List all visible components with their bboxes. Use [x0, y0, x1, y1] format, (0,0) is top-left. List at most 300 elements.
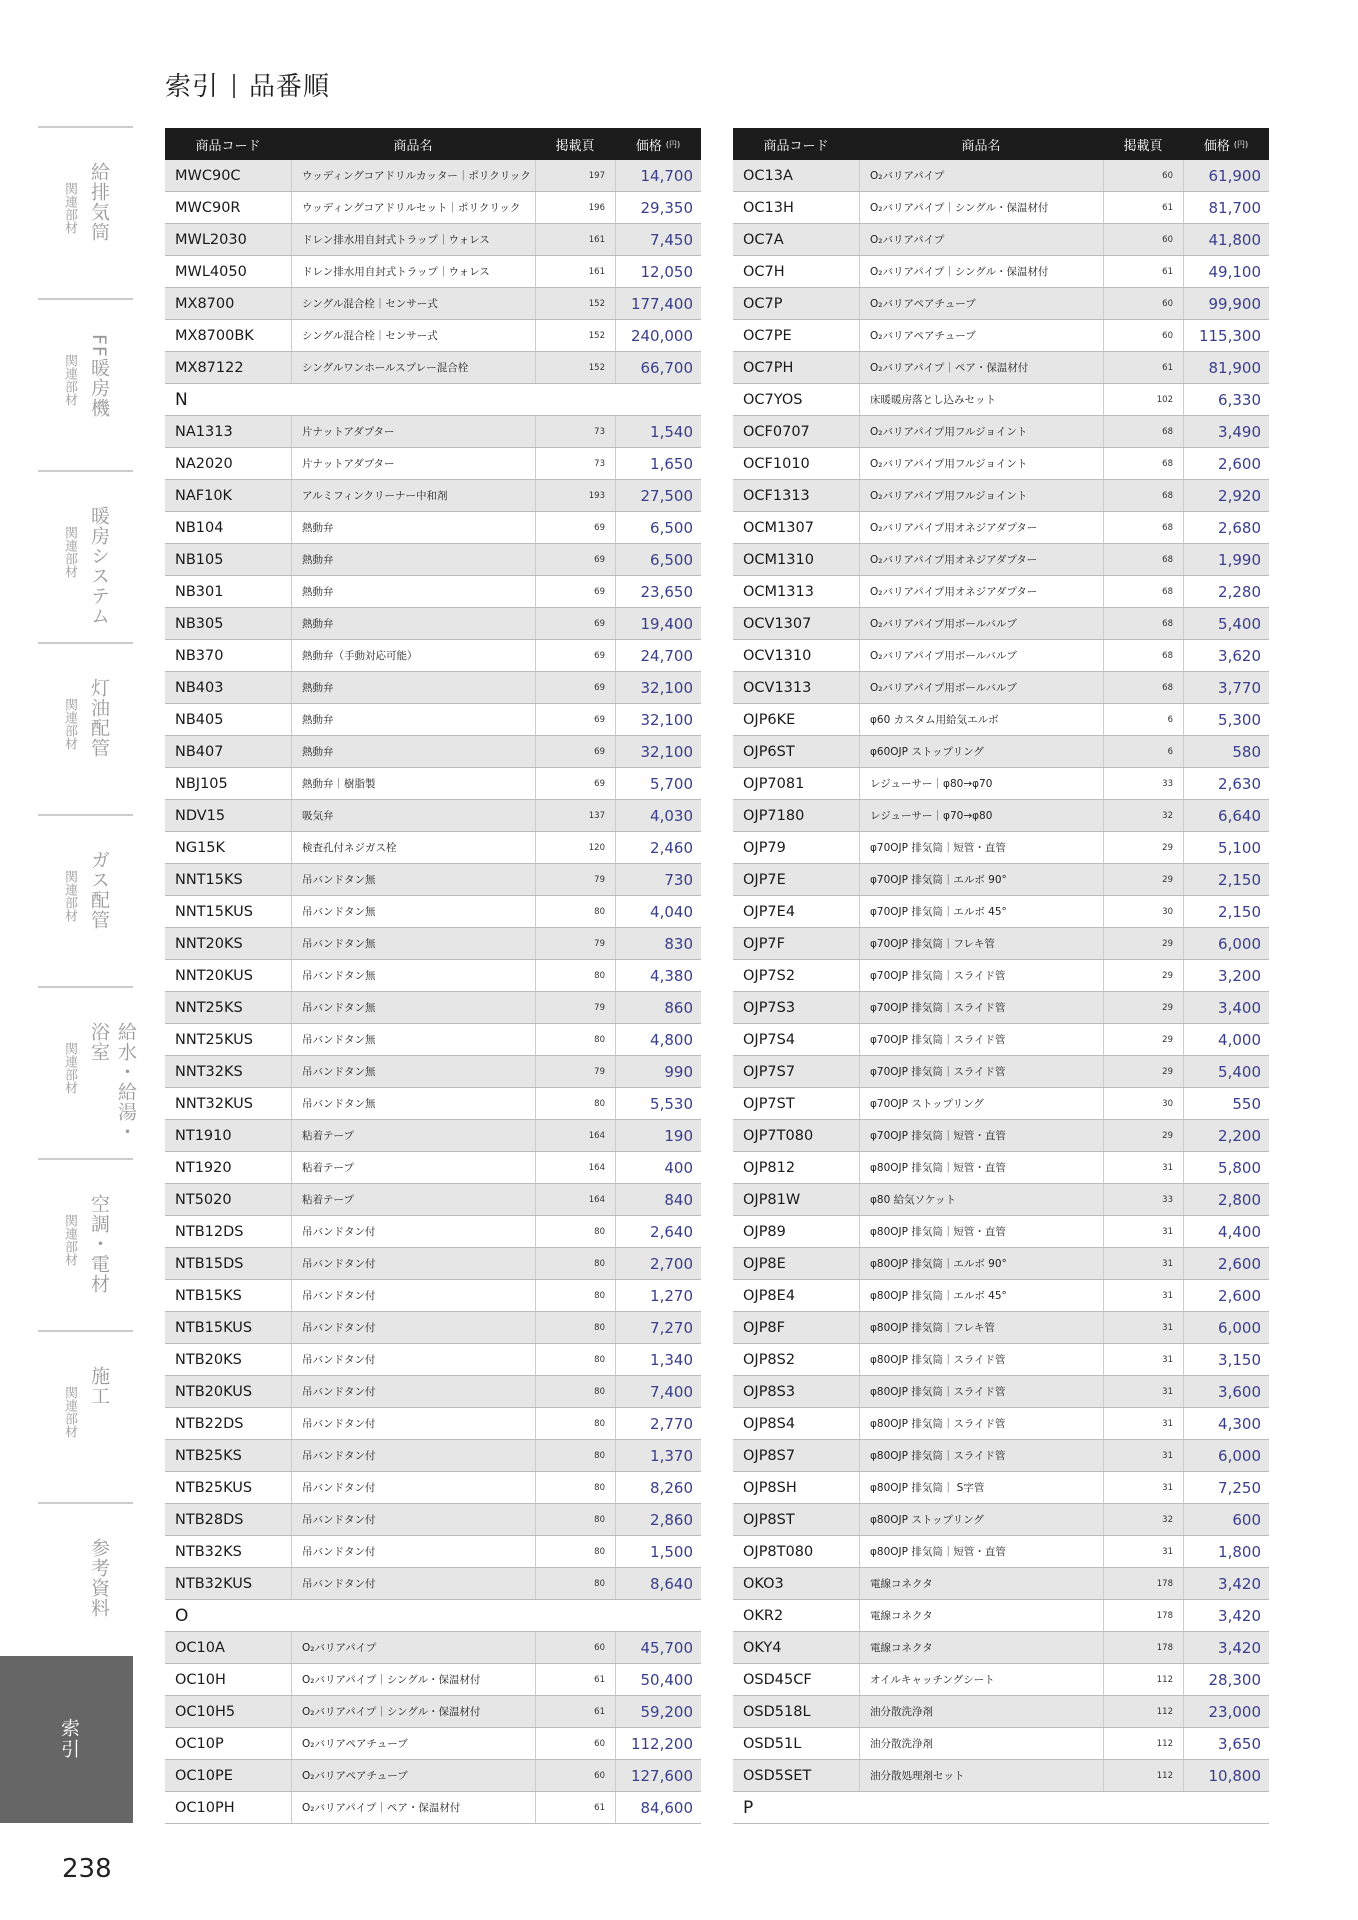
page-ref: 80 — [535, 1504, 615, 1535]
price: 860 — [615, 992, 701, 1023]
price: 2,150 — [1183, 864, 1269, 895]
price: 2,280 — [1183, 576, 1269, 607]
sidebar-item-aircon-electric[interactable] — [38, 1158, 133, 1330]
price: 2,600 — [1183, 448, 1269, 479]
page-ref: 152 — [535, 288, 615, 319]
price: 59,200 — [615, 1696, 701, 1727]
product-code: OSD45CF — [743, 1671, 812, 1688]
sidebar-item-label: ガス配管 — [88, 850, 110, 930]
price: 2,640 — [615, 1216, 701, 1247]
table-row — [165, 640, 701, 672]
page-ref: 61 — [1103, 352, 1183, 383]
price: 2,680 — [1183, 512, 1269, 543]
product-code: OJP8SH — [743, 1479, 797, 1496]
index-table-left — [165, 128, 701, 1824]
product-name: 吊バンドタン無 — [291, 960, 535, 991]
product-name: φ80OJP 排気筒｜短管・直管 — [859, 1216, 1103, 1247]
table-row — [165, 960, 701, 992]
table-row — [733, 608, 1269, 640]
sidebar-item-ff-heater[interactable] — [38, 298, 133, 470]
price: 5,700 — [615, 768, 701, 799]
table-row — [165, 928, 701, 960]
product-code: NDV15 — [175, 807, 226, 824]
table-row — [165, 1120, 701, 1152]
page-ref: 112 — [1103, 1696, 1183, 1727]
price: 29,350 — [615, 192, 701, 223]
table-row — [733, 1728, 1269, 1760]
price: 240,000 — [615, 320, 701, 351]
table-row — [733, 384, 1269, 416]
product-code: OJP81W — [743, 1191, 801, 1208]
page-ref: 161 — [535, 256, 615, 287]
product-code: NNT20KUS — [175, 967, 253, 984]
product-code: OJP8E4 — [743, 1287, 796, 1304]
price: 32,100 — [615, 704, 701, 735]
price: 1,800 — [1183, 1536, 1269, 1567]
product-name: φ70OJP 排気筒｜スライド管 — [859, 1056, 1103, 1087]
page-ref: 120 — [535, 832, 615, 863]
page-ref: 164 — [535, 1152, 615, 1183]
table-row — [165, 448, 701, 480]
product-name: O₂バリアパイプ｜シングル・保温材付 — [859, 192, 1103, 223]
product-code: NTB25KS — [175, 1447, 242, 1464]
page-ref: 152 — [535, 320, 615, 351]
product-name: 吊バンドタン付 — [291, 1568, 535, 1599]
page-ref: 80 — [535, 1536, 615, 1567]
page-ref: 68 — [1103, 512, 1183, 543]
product-name: φ60 カスタム用給気エルボ — [859, 704, 1103, 735]
page-ref: 32 — [1103, 1504, 1183, 1535]
price: 5,100 — [1183, 832, 1269, 863]
table-row — [733, 1184, 1269, 1216]
product-name: O₂バリアペアチューブ — [859, 288, 1103, 319]
table-row — [165, 800, 701, 832]
product-name: 吊バンドタン無 — [291, 1088, 535, 1119]
price: 3,600 — [1183, 1376, 1269, 1407]
sidebar-item-water-bath[interactable] — [38, 986, 137, 1158]
table-row — [733, 480, 1269, 512]
product-name: 吊バンドタン無 — [291, 864, 535, 895]
section-letter-row — [733, 1792, 1269, 1824]
product-code: OC10PH — [175, 1799, 235, 1816]
page-ref: 60 — [1103, 160, 1183, 191]
product-code: NA1313 — [175, 423, 233, 440]
product-code: OC10H — [175, 1671, 226, 1688]
product-code: OJP8E — [743, 1255, 786, 1272]
product-code: NTB15KS — [175, 1287, 242, 1304]
product-name: O₂バリアパイプ用ボールバルブ — [859, 608, 1103, 639]
product-code: OC10PE — [175, 1767, 233, 1784]
header-name: 商品名 — [961, 138, 1001, 154]
price: 177,400 — [615, 288, 701, 319]
product-code: NBJ105 — [175, 775, 228, 792]
page-ref: 60 — [535, 1760, 615, 1791]
product-code: OC10A — [175, 1639, 225, 1656]
product-code: NTB22DS — [175, 1415, 244, 1432]
sidebar-item-sublabel: 関連部材 — [62, 182, 77, 234]
product-code: OCM1313 — [743, 583, 814, 600]
header-code: 商品コード — [195, 138, 261, 154]
product-name: 吊バンドタン無 — [291, 992, 535, 1023]
sidebar-item-gas-piping[interactable] — [38, 814, 133, 986]
sidebar-item-oil-piping[interactable] — [38, 642, 133, 814]
price: 12,050 — [615, 256, 701, 287]
page-ref: 79 — [535, 992, 615, 1023]
page-ref: 69 — [535, 512, 615, 543]
page-ref: 69 — [535, 704, 615, 735]
product-name: 吊バンドタン付 — [291, 1440, 535, 1471]
table-row — [165, 832, 701, 864]
product-code: NT1920 — [175, 1159, 232, 1176]
price: 24,700 — [615, 640, 701, 671]
product-name: φ70OJP ストップリング — [859, 1088, 1103, 1119]
product-code: OJP7E — [743, 871, 786, 888]
table-row — [733, 1280, 1269, 1312]
price: 3,420 — [1183, 1568, 1269, 1599]
sidebar — [38, 126, 137, 1674]
product-name: 熱動弁 — [291, 672, 535, 703]
sidebar-item-sublabel: 関連部材 — [62, 1042, 77, 1094]
product-code: OJP8S2 — [743, 1351, 796, 1368]
product-name: φ70OJP 排気筒｜スライド管 — [859, 960, 1103, 991]
product-code: OJP8S3 — [743, 1383, 796, 1400]
page-ref: 152 — [535, 352, 615, 383]
page-ref: 29 — [1103, 864, 1183, 895]
price: 84,600 — [615, 1792, 701, 1823]
table-row — [733, 1344, 1269, 1376]
product-code: OJP7F — [743, 935, 785, 952]
page-ref: 80 — [535, 960, 615, 991]
sidebar-item-sublabel: 関連部材 — [62, 1214, 77, 1266]
page-ref: 137 — [535, 800, 615, 831]
product-name: アルミフィンクリーナー中和剤 — [291, 480, 535, 511]
page-ref: 112 — [1103, 1664, 1183, 1695]
table-row — [165, 704, 701, 736]
product-name: φ80OJP 排気筒｜スライド管 — [859, 1344, 1103, 1375]
product-name: φ70OJP 排気筒｜スライド管 — [859, 1024, 1103, 1055]
price: 81,900 — [1183, 352, 1269, 383]
price: 840 — [615, 1184, 701, 1215]
table-row — [733, 1760, 1269, 1792]
price: 3,770 — [1183, 672, 1269, 703]
title-main: 索引 — [165, 72, 220, 102]
price: 2,460 — [615, 832, 701, 863]
page-ref: 80 — [535, 1248, 615, 1279]
product-name: 吊バンドタン無 — [291, 896, 535, 927]
table-row — [165, 256, 701, 288]
table-row — [733, 1152, 1269, 1184]
product-name: O₂バリアペアチューブ — [291, 1760, 535, 1791]
price: 81,700 — [1183, 192, 1269, 223]
price: 4,380 — [615, 960, 701, 991]
table-row — [733, 640, 1269, 672]
price: 400 — [615, 1152, 701, 1183]
table-row — [733, 352, 1269, 384]
product-code: OKR2 — [743, 1607, 784, 1624]
product-code: NNT25KUS — [175, 1031, 253, 1048]
product-name: φ80OJP 排気筒｜スライド管 — [859, 1408, 1103, 1439]
product-name: 床暖暖房落とし込みセット — [859, 384, 1103, 415]
product-name: O₂バリアパイプ — [859, 160, 1103, 191]
page-ref: 69 — [535, 768, 615, 799]
product-name: O₂バリアパイプ用オネジアダプター — [859, 576, 1103, 607]
page-ref: 33 — [1103, 1184, 1183, 1215]
product-name: ウッディングコアドリルセット｜ポリクリック — [291, 192, 535, 223]
page-title — [165, 66, 330, 103]
page-ref: 32 — [1103, 800, 1183, 831]
product-name: 吊バンドタン無 — [291, 928, 535, 959]
product-code: OKY4 — [743, 1639, 782, 1656]
price: 23,650 — [615, 576, 701, 607]
product-name: 吊バンドタン付 — [291, 1408, 535, 1439]
page-number: 238 — [62, 1854, 112, 1884]
price: 6,500 — [615, 512, 701, 543]
table-row — [733, 864, 1269, 896]
sidebar-item-label: FF暖房機 — [88, 334, 110, 418]
table-row — [733, 1664, 1269, 1696]
section-letter-row — [165, 1600, 701, 1632]
product-name: 片ナットアダプター — [291, 448, 535, 479]
table-row — [733, 1312, 1269, 1344]
product-name: O₂バリアパイプ｜ペア・保温材付 — [859, 352, 1103, 383]
header-price — [1183, 128, 1269, 160]
table-row — [165, 1408, 701, 1440]
price: 6,000 — [1183, 928, 1269, 959]
product-code: NB403 — [175, 679, 224, 696]
product-name: レジューサー｜φ70→φ80 — [859, 800, 1103, 831]
sidebar-item-sublabel: 関連部材 — [62, 1386, 77, 1438]
table-row — [733, 800, 1269, 832]
table-row — [733, 672, 1269, 704]
price: 8,260 — [615, 1472, 701, 1503]
page-ref: 80 — [535, 1312, 615, 1343]
price: 6,000 — [1183, 1440, 1269, 1471]
product-name: 粘着テープ — [291, 1152, 535, 1183]
product-name: 熱動弁｜樹脂製 — [291, 768, 535, 799]
table-row — [165, 736, 701, 768]
table-row — [733, 768, 1269, 800]
page-ref: 61 — [1103, 192, 1183, 223]
table-row — [165, 1568, 701, 1600]
product-code: NNT32KS — [175, 1063, 243, 1080]
header-price-label: 価格 — [1203, 138, 1230, 154]
table-row — [733, 1472, 1269, 1504]
product-code: OCV1313 — [743, 679, 812, 696]
product-name: 粘着テープ — [291, 1120, 535, 1151]
product-name: 熱動弁 — [291, 512, 535, 543]
price: 1,990 — [1183, 544, 1269, 575]
section-letter-row — [165, 384, 701, 416]
table-row — [165, 288, 701, 320]
product-code: MWC90C — [175, 167, 241, 184]
section-letter: P — [743, 1797, 754, 1818]
product-code: NB305 — [175, 615, 224, 632]
table-row — [733, 1120, 1269, 1152]
price: 5,400 — [1183, 1056, 1269, 1087]
product-name: φ80OJP 排気筒｜スライド管 — [859, 1440, 1103, 1471]
product-name: 吊バンドタン付 — [291, 1536, 535, 1567]
product-code: MX8700BK — [175, 327, 254, 344]
price: 3,620 — [1183, 640, 1269, 671]
page-ref: 61 — [535, 1696, 615, 1727]
product-code: OKO3 — [743, 1575, 784, 1592]
sidebar-item-heating-system[interactable] — [38, 470, 133, 642]
product-code: OCV1310 — [743, 647, 812, 664]
header-page: 掲載頁 — [1123, 138, 1163, 154]
price: 2,920 — [1183, 480, 1269, 511]
price: 4,800 — [615, 1024, 701, 1055]
page-ref: 178 — [1103, 1600, 1183, 1631]
product-name: 油分散処理剤セット — [859, 1760, 1103, 1791]
table-row — [165, 864, 701, 896]
section-letter: O — [175, 1605, 189, 1626]
sidebar-item-construction[interactable] — [38, 1330, 133, 1502]
product-name: φ80OJP 排気筒｜ S字管 — [859, 1472, 1103, 1503]
product-code: OJP7S3 — [743, 999, 796, 1016]
product-code: OJP8S7 — [743, 1447, 796, 1464]
product-code: OJP7ST — [743, 1095, 795, 1112]
page-ref: 69 — [535, 608, 615, 639]
price: 990 — [615, 1056, 701, 1087]
product-name: φ70OJP 排気筒｜スライド管 — [859, 992, 1103, 1023]
price: 5,800 — [1183, 1152, 1269, 1183]
table-row — [165, 992, 701, 1024]
price: 45,700 — [615, 1632, 701, 1663]
price: 4,030 — [615, 800, 701, 831]
table-row — [165, 576, 701, 608]
product-code: OJP89 — [743, 1223, 786, 1240]
table-row — [165, 1184, 701, 1216]
sidebar-item-label: 索引 — [58, 1718, 80, 1760]
table-row — [165, 896, 701, 928]
page-ref: 60 — [535, 1728, 615, 1759]
page-ref: 29 — [1103, 992, 1183, 1023]
table-row — [733, 1056, 1269, 1088]
product-name: 電線コネクタ — [859, 1632, 1103, 1663]
product-code: OJP7S4 — [743, 1031, 796, 1048]
page-ref: 68 — [1103, 544, 1183, 575]
product-name: 熱動弁 — [291, 704, 535, 735]
price: 7,400 — [615, 1376, 701, 1407]
price: 41,800 — [1183, 224, 1269, 255]
product-name: 吊バンドタン無 — [291, 1056, 535, 1087]
page-ref: 31 — [1103, 1216, 1183, 1247]
sidebar-item-reference[interactable] — [38, 1502, 133, 1674]
table-row — [165, 1760, 701, 1792]
price: 2,600 — [1183, 1248, 1269, 1279]
page-ref: 80 — [535, 1440, 615, 1471]
page-ref: 197 — [535, 160, 615, 191]
product-code: NB104 — [175, 519, 224, 536]
product-name: 吊バンドタン無 — [291, 1024, 535, 1055]
product-code: NTB32KS — [175, 1543, 242, 1560]
price: 190 — [615, 1120, 701, 1151]
product-code: OJP812 — [743, 1159, 796, 1176]
page-ref: 61 — [535, 1792, 615, 1823]
page-ref: 31 — [1103, 1472, 1183, 1503]
table-header — [733, 128, 1269, 160]
table-row — [165, 1024, 701, 1056]
sidebar-item-label: 給水・給湯・浴室 — [88, 1022, 137, 1142]
product-name: 電線コネクタ — [859, 1600, 1103, 1631]
page-ref: 31 — [1103, 1312, 1183, 1343]
page-ref: 60 — [1103, 320, 1183, 351]
page-ref: 68 — [1103, 672, 1183, 703]
product-name: 熱動弁 — [291, 736, 535, 767]
product-name: φ70OJP 排気筒｜エルボ 90° — [859, 864, 1103, 895]
page-ref: 79 — [535, 928, 615, 959]
price: 19,400 — [615, 608, 701, 639]
price: 2,200 — [1183, 1120, 1269, 1151]
page-ref: 31 — [1103, 1152, 1183, 1183]
table-row — [165, 608, 701, 640]
price: 4,040 — [615, 896, 701, 927]
price: 2,600 — [1183, 1280, 1269, 1311]
price: 830 — [615, 928, 701, 959]
table-row — [733, 736, 1269, 768]
price: 23,000 — [1183, 1696, 1269, 1727]
product-code: OJP7E4 — [743, 903, 796, 920]
price: 10,800 — [1183, 1760, 1269, 1791]
product-code: OSD518L — [743, 1703, 811, 1720]
product-name: 吊バンドタン付 — [291, 1280, 535, 1311]
product-code: OCV1307 — [743, 615, 812, 632]
page-ref: 29 — [1103, 832, 1183, 863]
product-name: 片ナットアダプター — [291, 416, 535, 447]
sidebar-item-exhaust[interactable] — [38, 126, 133, 298]
page-ref: 80 — [535, 1216, 615, 1247]
page-ref: 80 — [535, 896, 615, 927]
table-row — [733, 1536, 1269, 1568]
product-code: NTB20KS — [175, 1351, 242, 1368]
product-code: OC13A — [743, 167, 793, 184]
title-sub: 品番順 — [249, 72, 331, 102]
product-code: OC10H5 — [175, 1703, 236, 1720]
price: 2,150 — [1183, 896, 1269, 927]
page-ref: 68 — [1103, 480, 1183, 511]
product-name: ドレン排水用自封式トラップ｜ウォレス — [291, 224, 535, 255]
product-name: φ80OJP 排気筒｜短管・直管 — [859, 1536, 1103, 1567]
page-ref: 68 — [1103, 448, 1183, 479]
page-ref: 69 — [535, 736, 615, 767]
product-name: O₂バリアパイプ用オネジアダプター — [859, 544, 1103, 575]
product-name: シングル混合栓｜センサー式 — [291, 320, 535, 351]
price: 32,100 — [615, 672, 701, 703]
product-code: OJP8ST — [743, 1511, 795, 1528]
index-table-right — [733, 128, 1269, 1824]
product-name: φ70OJP 排気筒｜短管・直管 — [859, 1120, 1103, 1151]
price: 6,000 — [1183, 1312, 1269, 1343]
table-row — [165, 672, 701, 704]
price: 61,900 — [1183, 160, 1269, 191]
table-row — [733, 1696, 1269, 1728]
price: 115,300 — [1183, 320, 1269, 351]
page-ref: 30 — [1103, 1088, 1183, 1119]
product-name: レジューサー｜φ80→φ70 — [859, 768, 1103, 799]
title-divider — [233, 74, 235, 98]
page-ref: 31 — [1103, 1344, 1183, 1375]
table-row — [733, 416, 1269, 448]
table-row — [733, 960, 1269, 992]
table-row — [733, 288, 1269, 320]
table-row — [165, 1344, 701, 1376]
table-row — [165, 1248, 701, 1280]
page-ref: 68 — [1103, 608, 1183, 639]
page-ref: 178 — [1103, 1632, 1183, 1663]
product-code: MWL2030 — [175, 231, 247, 248]
sidebar-item-index-active[interactable] — [0, 1656, 133, 1823]
product-code: NTB15KUS — [175, 1319, 253, 1336]
